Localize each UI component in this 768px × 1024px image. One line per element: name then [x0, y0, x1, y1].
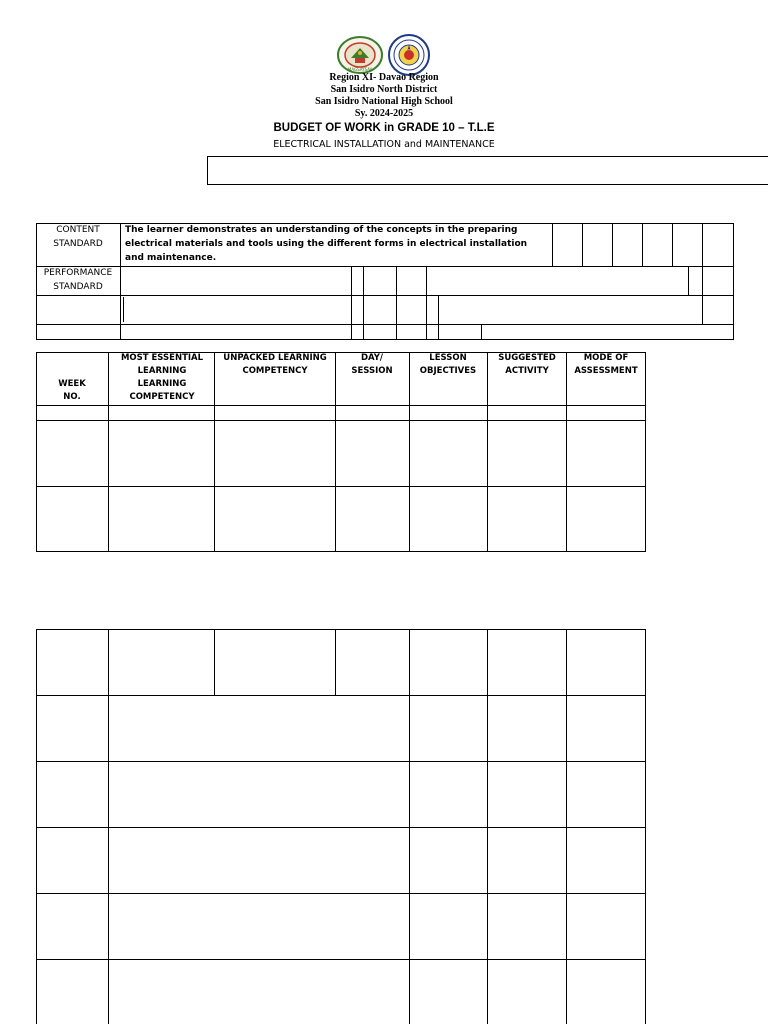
- district-text: San Isidro North District: [330, 84, 438, 95]
- page-subtitle: ELECTRICAL INSTALLATION and MAINTENANCE: [273, 139, 495, 150]
- deped-seal-logo: [386, 34, 432, 76]
- region-text: Region XI- Davao Region: [329, 72, 439, 83]
- header-week-no: WEEK NO.: [58, 379, 86, 402]
- header-suggested-activity: SUGGESTED ACTIVITY: [498, 353, 556, 376]
- school-year: Sy. 2024-2025: [354, 108, 414, 119]
- performance-standard-label: PERFORMANCE STANDARD: [43, 268, 113, 292]
- page-title: BUDGET OF WORK in GRADE 10 – T.L.E: [273, 122, 495, 134]
- header-unpacked: UNPACKED LEARNING COMPETENCY: [223, 353, 327, 376]
- content-standard-text: The learner demonstrates an understanding of the concepts in the preparing electrical materials and tools using the different forms in electrical installation and maintenance.: [125, 225, 528, 263]
- header-lesson-objectives: LESSON OBJECTIVES: [419, 353, 477, 376]
- seal-text: MAGSAYSAY: [347, 67, 373, 72]
- school-seal-logo: [336, 36, 384, 74]
- header-melc: MOST ESSENTIAL LEARNING LEARNING COMPETENCY: [120, 353, 204, 402]
- content-standard-label: CONTENT STANDARD: [53, 225, 103, 249]
- header-day-session: DAY/ SESSION: [351, 353, 393, 376]
- school-name: San Isidro National High School: [315, 96, 453, 107]
- header-blank-box: [207, 156, 768, 185]
- header-mode-assessment: MODE OF ASSESSMENT: [574, 353, 638, 376]
